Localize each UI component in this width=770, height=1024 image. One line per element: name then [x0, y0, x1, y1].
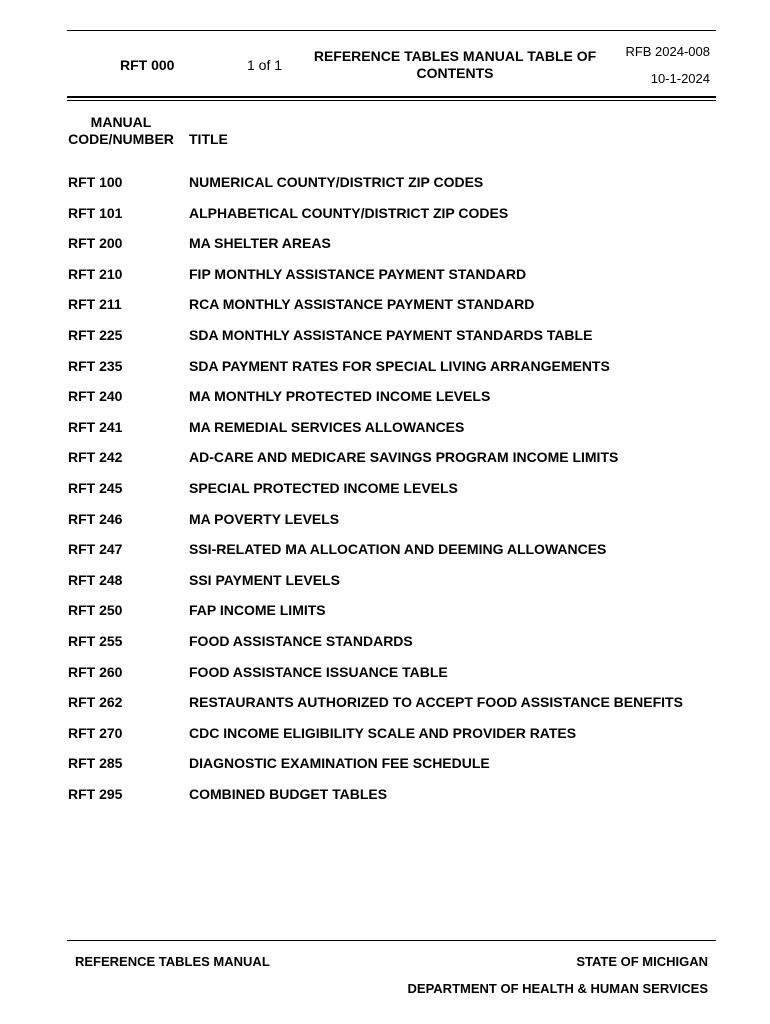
entry-code: RFT 100	[68, 174, 123, 190]
entry-code: RFT 242	[68, 449, 123, 466]
column-header-code: MANUAL CODE/NUMBER	[68, 114, 174, 147]
entry-title: FIP MONTHLY ASSISTANCE PAYMENT STANDARD	[189, 265, 527, 282]
list-item	[0, 602, 770, 633]
entry-code: RFT 200	[68, 235, 123, 252]
list-item	[0, 572, 770, 603]
list-item	[0, 388, 770, 419]
footer-state: STATE OF MICHIGAN	[576, 954, 708, 969]
entry-title: FOOD ASSISTANCE ISSUANCE TABLE	[189, 663, 448, 680]
list-item	[0, 541, 770, 572]
list-item	[0, 511, 770, 542]
header-bottom-rule-thin	[67, 100, 716, 101]
entry-title: SDA PAYMENT RATES FOR SPECIAL LIVING ARRANGEMENTS	[189, 357, 610, 374]
list-item	[0, 786, 770, 817]
header-manual-code: RFT 000	[120, 57, 175, 73]
entry-title: NUMERICAL COUNTY/DISTRICT ZIP CODES	[189, 174, 484, 190]
entry-code: RFT 248	[68, 571, 123, 588]
entry-title: RESTAURANTS AUTHORIZED TO ACCEPT FOOD ASSISTANCE BENEFITS	[189, 694, 683, 711]
list-item	[0, 755, 770, 786]
entry-title: MA MONTHLY PROTECTED INCOME LEVELS	[189, 388, 491, 405]
entry-title: FAP INCOME LIMITS	[189, 602, 326, 619]
header-effective-date: 10-1-2024	[650, 71, 710, 86]
entry-title: DIAGNOSTIC EXAMINATION FEE SCHEDULE	[189, 755, 490, 772]
entry-code: RFT 211	[68, 296, 122, 313]
entry-code: RFT 245	[68, 479, 123, 496]
entry-code: RFT 241	[68, 418, 123, 435]
footer-manual-name: REFERENCE TABLES MANUAL	[75, 954, 270, 969]
list-item	[0, 725, 770, 756]
entry-title: SSI-RELATED MA ALLOCATION AND DEEMING ALLOWANCES	[189, 541, 607, 558]
list-item	[0, 358, 770, 389]
entry-code: RFT 285	[68, 755, 123, 772]
entry-code: RFT 235	[68, 357, 123, 374]
footer-rule	[67, 940, 716, 941]
entry-code: RFT 270	[68, 724, 123, 741]
table-of-contents-list	[0, 174, 770, 816]
entry-code: RFT 240	[68, 388, 123, 405]
entry-code: RFT 262	[68, 694, 123, 711]
entry-title: MA SHELTER AREAS	[189, 235, 331, 252]
list-item	[0, 296, 770, 327]
footer-department: DEPARTMENT OF HEALTH & HUMAN SERVICES	[407, 981, 708, 996]
entry-title: MA POVERTY LEVELS	[189, 510, 340, 527]
entry-title: FOOD ASSISTANCE STANDARDS	[189, 632, 413, 649]
header-page-count: 1 of 1	[247, 57, 283, 73]
entry-title: SDA MONTHLY ASSISTANCE PAYMENT STANDARDS TABLE	[189, 326, 593, 343]
entry-code: RFT 250	[68, 602, 123, 619]
entry-title: SPECIAL PROTECTED INCOME LEVELS	[189, 479, 458, 496]
list-item	[0, 633, 770, 664]
entry-title: MA REMEDIAL SERVICES ALLOWANCES	[189, 418, 465, 435]
entry-title: CDC INCOME ELIGIBILITY SCALE AND PROVIDER RATES	[189, 724, 577, 741]
entry-code: RFT 260	[68, 663, 123, 680]
entry-code: RFT 247	[68, 541, 123, 558]
entry-title: AD-CARE AND MEDICARE SAVINGS PROGRAM INCOME LIMITS	[189, 449, 619, 466]
list-item	[0, 664, 770, 695]
header-bulletin-number: RFB 2024-008	[625, 44, 710, 59]
list-item	[0, 205, 770, 236]
list-item	[0, 480, 770, 511]
entry-code: RFT 210	[68, 265, 123, 282]
list-item	[0, 266, 770, 297]
entry-title: ALPHABETICAL COUNTY/DISTRICT ZIP CODES	[189, 204, 509, 221]
list-item	[0, 174, 770, 205]
list-item	[0, 449, 770, 480]
entry-title: SSI PAYMENT LEVELS	[189, 571, 340, 588]
entry-code: RFT 255	[68, 632, 123, 649]
entry-title: COMBINED BUDGET TABLES	[189, 785, 388, 802]
list-item	[0, 419, 770, 450]
column-header-title: TITLE	[189, 131, 228, 147]
entry-code: RFT 101	[68, 204, 123, 221]
header-bottom-rule	[67, 96, 716, 98]
list-item	[0, 694, 770, 725]
header-document-title: REFERENCE TABLES MANUAL TABLE OF CONTENTS	[313, 48, 597, 81]
list-item	[0, 327, 770, 358]
entry-code: RFT 295	[68, 785, 123, 802]
entry-code: RFT 225	[68, 326, 123, 343]
header-top-rule	[67, 30, 716, 31]
list-item	[0, 235, 770, 266]
entry-title: RCA MONTHLY ASSISTANCE PAYMENT STANDARD	[189, 296, 535, 313]
entry-code: RFT 246	[68, 510, 123, 527]
